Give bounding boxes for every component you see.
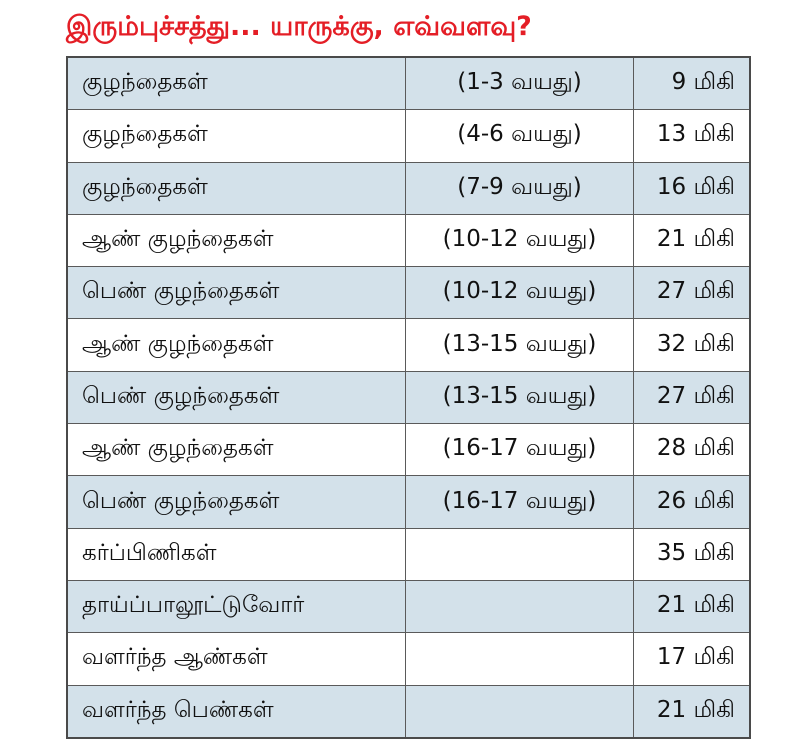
age-cell: (4-6 வயது) bbox=[406, 110, 634, 162]
table-row bbox=[67, 267, 750, 319]
dose-cell: 21 மிகி bbox=[634, 214, 751, 266]
table-row bbox=[67, 528, 750, 580]
table-row bbox=[67, 214, 750, 266]
table-row bbox=[67, 371, 750, 423]
group-cell: ஆண் குழந்தைகள் bbox=[67, 319, 406, 371]
dose-cell: 27 மிகி bbox=[634, 267, 751, 319]
group-cell: வளர்ந்த ஆண்கள் bbox=[67, 633, 406, 685]
table-row bbox=[67, 685, 750, 738]
age-cell: (10-12 வயது) bbox=[406, 267, 634, 319]
age-cell bbox=[406, 580, 634, 632]
iron-requirement-table bbox=[66, 56, 751, 739]
group-cell: குழந்தைகள் bbox=[67, 162, 406, 214]
age-cell bbox=[406, 633, 634, 685]
group-cell: தாய்ப்பாலூட்டுவோர் bbox=[67, 580, 406, 632]
group-cell: ஆண் குழந்தைகள் bbox=[67, 424, 406, 476]
dose-cell: 21 மிகி bbox=[634, 685, 751, 738]
group-cell: குழந்தைகள் bbox=[67, 110, 406, 162]
dose-cell: 21 மிகி bbox=[634, 580, 751, 632]
age-cell: (10-12 வயது) bbox=[406, 214, 634, 266]
age-cell: (13-15 வயது) bbox=[406, 319, 634, 371]
table-row bbox=[67, 162, 750, 214]
age-cell bbox=[406, 528, 634, 580]
dose-cell: 27 மிகி bbox=[634, 371, 751, 423]
table-row bbox=[67, 424, 750, 476]
age-cell: (1-3 வயது) bbox=[406, 57, 634, 110]
dose-cell: 35 மிகி bbox=[634, 528, 751, 580]
age-cell: (16-17 வயது) bbox=[406, 424, 634, 476]
dose-cell: 32 மிகி bbox=[634, 319, 751, 371]
group-cell: ஆண் குழந்தைகள் bbox=[67, 214, 406, 266]
table-row bbox=[67, 110, 750, 162]
table-row bbox=[67, 319, 750, 371]
dose-cell: 16 மிகி bbox=[634, 162, 751, 214]
group-cell: வளர்ந்த பெண்கள் bbox=[67, 685, 406, 738]
age-cell bbox=[406, 685, 634, 738]
age-cell: (16-17 வயது) bbox=[406, 476, 634, 528]
group-cell: கர்ப்பிணிகள் bbox=[67, 528, 406, 580]
group-cell: பெண் குழந்தைகள் bbox=[67, 267, 406, 319]
group-cell: குழந்தைகள் bbox=[67, 57, 406, 110]
age-cell: (13-15 வயது) bbox=[406, 371, 634, 423]
table-row bbox=[67, 633, 750, 685]
table-row bbox=[67, 580, 750, 632]
dose-cell: 17 மிகி bbox=[634, 633, 751, 685]
table-row bbox=[67, 476, 750, 528]
dose-cell: 26 மிகி bbox=[634, 476, 751, 528]
page-title: இரும்புச்சத்து... யாருக்கு, எவ்வளவு? bbox=[66, 11, 532, 42]
group-cell: பெண் குழந்தைகள் bbox=[67, 371, 406, 423]
group-cell: பெண் குழந்தைகள் bbox=[67, 476, 406, 528]
dose-cell: 13 மிகி bbox=[634, 110, 751, 162]
age-cell: (7-9 வயது) bbox=[406, 162, 634, 214]
dose-cell: 28 மிகி bbox=[634, 424, 751, 476]
table-row bbox=[67, 57, 750, 110]
dose-cell: 9 மிகி bbox=[634, 57, 751, 110]
